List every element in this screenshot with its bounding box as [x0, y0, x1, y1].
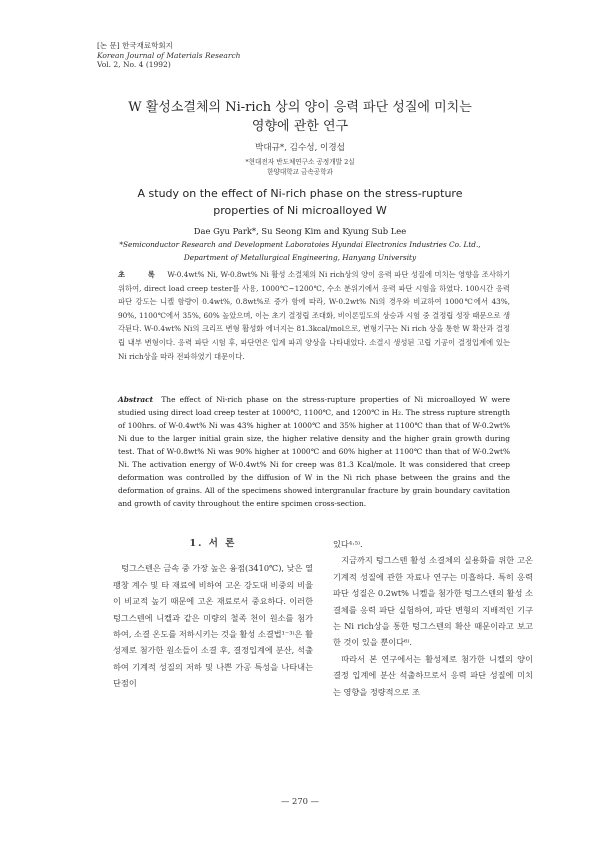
intro-continuation: 있다⁴·⁵⁾. — [333, 539, 363, 549]
korean-affiliations — [0, 157, 600, 177]
english-title-line1: A study on the effect of Ni-rich phase on the stress-rupture — [137, 187, 463, 200]
page-number: — 270 — — [280, 796, 320, 806]
korean-authors: 박대규*, 김수성, 이경섭 — [255, 143, 345, 153]
korean-abstract-text: W-0.4wt% Ni, W-0.8wt% Ni 활성 소결체의 Ni rich상의 양이 응력 파단 성질에 미치는 영향을 조사하기 위하여, direct load creep tester를 사용, 1000℃~1200℃, 수소 분위기에서 응력 파단 시험을 하였다. 100시간 응력 파단 강도는 니켈 함량이 0.4wt%, 0.8wt%로 증가 함에 따라, W-0.2wt% Ni의 경우와 비교하여 1000℃에서 43%, 90%, 1100℃에서 35%, 60% 높았으며, 이는 초기 결정립 조대화, 비이론밀도의 상승과 시험 중 결정립 성장 때문으로 생각된다. W-0.4wt% Ni의 크리프 변형 활성화 에너지는 81.3kcal/mol으로, 변형기구는 Ni rich 상을 통한 W 확산과 결정립 내부 변형이다. 응력 파단 시험 후, 파단면은 입계 파괴 양상을 나타내었다. 소결시 생성된 고립 기공이 결정입계에 있는 Ni rich상을 따라 전파하였기 대문이다. — [118, 270, 511, 361]
journal-english-name: Korean Journal of Materials Research — [97, 50, 241, 60]
korean-abstract-label: 초 록 — [118, 270, 165, 279]
korean-affiliation-1: *현대전자 반도체연구소 공정개발 2실 — [245, 158, 355, 166]
korean-abstract — [118, 268, 510, 363]
intro-paragraph-3: 따라서 본 연구에서는 활성제로 첨가한 니켈의 양이 결정 입계에 분산 석출하므로서 응력 파단 성질에 미치는 영향을 정량적으로 조 — [333, 653, 533, 697]
english-abstract — [118, 393, 510, 510]
korean-title — [60, 98, 540, 136]
english-abstract-label: Abstract — [118, 395, 154, 404]
english-affiliation-1: *Semiconductor Research and Development Laboratoies Hyundai Electronics Industries Co. Ltd., — [119, 240, 481, 249]
english-affiliation-2: Department of Metallurgical Engineering, Hanyang University — [183, 253, 417, 262]
korean-title-line2: 영향에 관한 연구 — [251, 119, 349, 134]
english-title — [60, 185, 540, 219]
journal-korean-name: [논 문] 한국재료학회지 — [97, 41, 173, 50]
journal-header — [97, 41, 240, 70]
korean-affiliation-2: 한양대학교 금속공학과 — [267, 168, 333, 176]
intro-paragraph-1: 텅그스텐은 금속 중 가장 높은 융점(3410℃), 낮은 열 팽창 계수 및 타 재료에 비하여 고온 강도대 비중의 비율이 비교적 높기 때문에 고온 재료로서 중요하다. 이러한 텅그스텐에 니켈과 같은 미량의 철족 천이 원소를 첨가하여, 소결 온도를 저하시키는 것을 활성 소결법¹⁻³⁾은 활성제로 첨가한 원소들이 소결 후, 결정입계에 분산, 석출하여 기계적 성질의 저하 및 나쁜 가공 특성을 나타내는 단점이 — [113, 563, 313, 689]
right-column — [333, 536, 533, 700]
english-authors: Dae Gyu Park*, Su Seong Kim and Kyung Sub Lee — [193, 226, 407, 236]
intro-paragraph-2: 지금까지 텅그스텐 활성 소결체의 실용화를 위한 고온 기계적 성질에 관한 자료나 연구는 미흡하다. 특히 응력 파단 성질은 0.2wt% 니켈을 첨가한 텅그스텐의 활성 소결체를 응력 파단 실험하여, 파단 변형의 지배적인 기구는 Ni rich상을 통한 텅그스텐의 확산 때문이라고 보고한 것이 있을 뿐이다⁶⁾. — [333, 555, 533, 648]
english-title-line2: properties of Ni microalloyed W — [213, 204, 387, 217]
left-column — [113, 536, 313, 692]
english-abstract-text: The effect of Ni-rich phase on the stress-rupture properties of Ni microalloyed W were studied using direct load creep tester at 1000℃, 1100℃, and 1200℃ in H₂. The stress rupture strength of 100hrs. of W-0.4wt% Ni was 43% higher at 1000℃ and 35% higher at 1100℃ than that of W-0.2wt% Ni due to the larger initial grain size, the higher relative density and the higher grain growth during test. That of W-0.8wt% Ni was 90% higher at 1000℃ and 60% higher at 1100℃ than that of W-0.2wt% Ni. The activation energy of W-0.4wt% Ni for creep was 81.3 Kcal/mole. It was considered that creep deformation was controlled by the diffusion of W in the Ni rich phase between the grains and the deformation of grains. All of the specimens showed intergranular fracture by grain boundary cavitation and growth of cavity throughout the entire spcimen cross-section. — [118, 395, 510, 508]
english-affiliations — [60, 238, 540, 264]
journal-volume: Vol. 2, No. 4 (1992) — [97, 60, 171, 70]
section-heading-introduction: 1. 서 론 — [189, 538, 237, 549]
korean-title-line1: W 활성소결체의 Ni-rich 상의 양이 응력 파단 성질에 미치는 — [128, 100, 472, 115]
